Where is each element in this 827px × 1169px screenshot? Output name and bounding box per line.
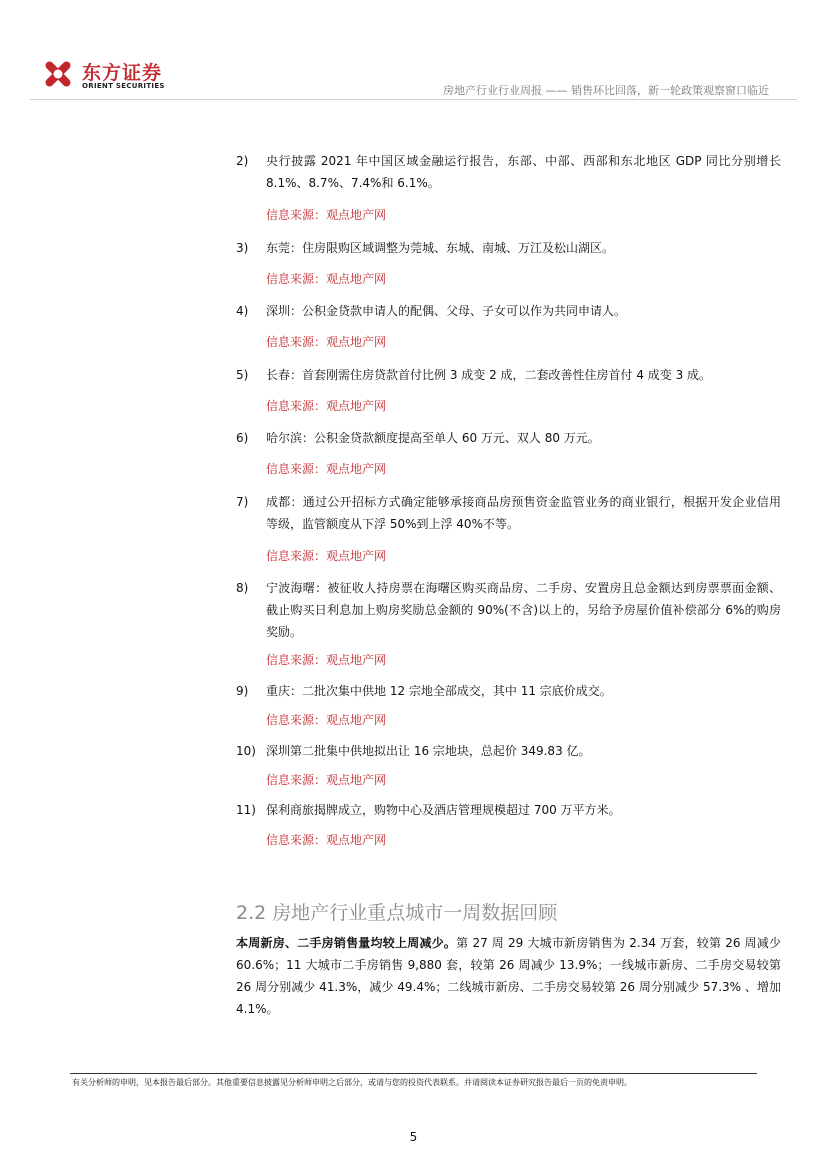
item-number: 3) <box>236 241 249 255</box>
item-text: 宁波海曙：被征收人持房票在海曙区购买商品房、二手房、安置房且总金额达到房票票面金额、截止购买日利息加上购房奖励总金额的 90%(不含)以上的，另给予房屋价值补偿部分 6%的购房奖励。 <box>266 581 781 639</box>
item-source: 信息来源：观点地产网 <box>266 549 387 563</box>
list-item <box>236 237 781 259</box>
item-source: 信息来源：观点地产网 <box>266 833 387 847</box>
item-source: 信息来源：观点地产网 <box>266 272 387 286</box>
section-paragraph <box>236 932 781 1020</box>
list-item <box>236 364 781 386</box>
footer-disclaimer: 有关分析师的申明，见本报告最后部分。其他重要信息披露见分析师申明之后部分，或请与您的投资代表联系。并请阅读本证券研究报告最后一页的免责申明。 <box>72 1078 632 1087</box>
item-text: 深圳：公积金贷款申请人的配偶、父母、子女可以作为共同申请人。 <box>266 304 627 318</box>
logo-name-cn: 东方证券 <box>82 62 163 84</box>
list-item <box>236 740 781 762</box>
section-heading: 2.2 房地产行业重点城市一周数据回顾 <box>236 902 558 924</box>
item-source: 信息来源：观点地产网 <box>266 653 387 667</box>
item-source: 信息来源：观点地产网 <box>266 773 387 787</box>
list-item <box>236 150 781 194</box>
item-source: 信息来源：观点地产网 <box>266 335 387 349</box>
item-number: 10) <box>236 744 256 758</box>
item-text: 保利商旅揭牌成立，购物中心及酒店管理规模超过 700 万平方米。 <box>266 803 621 817</box>
item-text: 成都：通过公开招标方式确定能够承接商品房预售资金监管业务的商业银行，根据开发企业信用等级，监管额度从下浮 50%到上浮 40%不等。 <box>266 495 781 531</box>
item-text: 哈尔滨：公积金贷款额度提高至单人 60 万元、双人 80 万元。 <box>266 431 600 445</box>
item-number: 7) <box>236 495 249 509</box>
item-source: 信息来源：观点地产网 <box>266 399 387 413</box>
list-item <box>236 427 781 449</box>
header-divider <box>30 99 797 100</box>
item-text: 央行披露 2021 年中国区域金融运行报告，东部、中部、西部和东北地区 GDP 同比分别增长 8.1%、8.7%、7.4%和 6.1%。 <box>266 154 781 190</box>
item-text: 重庆：二批次集中供地 12 宗地全部成交，其中 11 宗底价成交。 <box>266 684 612 698</box>
item-number: 8) <box>236 581 249 595</box>
orient-securities-logo-icon <box>40 56 76 92</box>
item-number: 9) <box>236 684 249 698</box>
list-item <box>236 799 781 821</box>
logo-name-en: ORIENT SECURITIES <box>82 82 165 90</box>
item-text: 长春：首套刚需住房贷款首付比例 3 成变 2 成，二套改善性住房首付 4 成变 3 成。 <box>266 368 712 382</box>
company-logo <box>40 56 180 96</box>
item-number: 11) <box>236 803 256 817</box>
list-item <box>236 577 781 643</box>
item-source: 信息来源：观点地产网 <box>266 462 387 476</box>
page-number: 5 <box>409 1130 418 1144</box>
section-text: 第 27 周 29 大城市新房销售为 2.34 万套，较第 26 周减少 60.6%；11 大城市二手房销售 9,880 套，较第 26 周减少 13.9%；一线城市新房、二手房交易较第 26 周分别减少 41.3%，减少 49.4%；二线城市新房、二手房交易较第 26 周分别减少 57.3% 、增加 4.1%。 <box>236 936 781 1016</box>
item-number: 5) <box>236 368 249 382</box>
item-number: 2) <box>236 154 249 168</box>
item-source: 信息来源：观点地产网 <box>266 208 387 222</box>
list-item <box>236 491 781 535</box>
item-text: 东莞：住房限购区域调整为莞城、东城、南城、万江及松山湖区。 <box>266 241 615 255</box>
footer-divider <box>70 1073 757 1074</box>
item-number: 6) <box>236 431 249 445</box>
list-item <box>236 300 781 322</box>
report-header-title: 房地产行业行业周报 —— 销售环比回落，新一轮政策观察窗口临近 <box>443 84 769 97</box>
item-text: 深圳第二批集中供地拟出让 16 宗地块，总起价 349.83 亿。 <box>266 744 591 758</box>
section-lead: 本周新房、二手房销售量均较上周减少。 <box>236 936 457 950</box>
item-source: 信息来源：观点地产网 <box>266 713 387 727</box>
list-item <box>236 680 781 702</box>
item-number: 4) <box>236 304 249 318</box>
